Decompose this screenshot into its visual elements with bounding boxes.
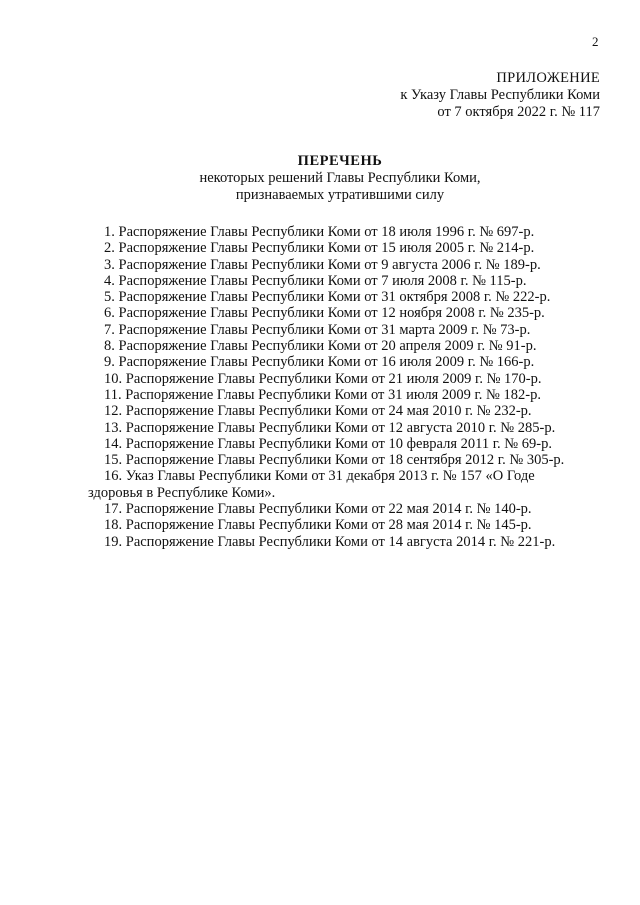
list-item: 4. Распоряжение Главы Республики Коми от 7 июля 2008 г. № 115-р. (104, 272, 527, 289)
appendix-date-line: от 7 октября 2022 г. № 117 (437, 104, 600, 120)
list-item: 5. Распоряжение Главы Республики Коми от 31 октября 2008 г. № 222-р. (104, 289, 551, 306)
document-subtitle-line-2: признаваемых утратившими силу (235, 187, 445, 203)
list-item: 2. Распоряжение Главы Республики Коми от 15 июля 2005 г. № 214-р. (104, 240, 535, 257)
list-item: 17. Распоряжение Главы Республики Коми от 22 мая 2014 г. № 140-р. (104, 501, 532, 518)
list-item: 18. Распоряжение Главы Республики Коми от 28 мая 2014 г. № 145-р. (104, 517, 532, 534)
document-subtitle-line-1: некоторых решений Главы Республики Коми, (199, 170, 481, 186)
list-item: 9. Распоряжение Главы Республики Коми от 16 июля 2009 г. № 166-р. (104, 354, 535, 371)
appendix-heading: ПРИЛОЖЕНИЕ (496, 70, 600, 86)
appendix-decree-line: к Указу Главы Республики Коми (400, 87, 600, 103)
page-number: 2 (592, 34, 599, 49)
list-item: 19. Распоряжение Главы Республики Коми от 14 августа 2014 г. № 221-р. (104, 533, 556, 550)
list-item: 12. Распоряжение Главы Республики Коми от 24 мая 2010 г. № 232-р. (104, 403, 532, 420)
list-item: 10. Распоряжение Главы Республики Коми от 21 июля 2009 г. № 170-р. (104, 370, 542, 387)
appendix-block (400, 70, 600, 121)
list-item: 15. Распоряжение Главы Республики Коми от 18 сентября 2012 г. № 305-р. (104, 452, 565, 469)
list-item-16-line-1: 16. Указ Главы Республики Коми от 31 декабря 2013 г. № 157 «О Годе (104, 468, 535, 485)
document-title: ПЕРЕЧЕНЬ (297, 153, 383, 169)
list-item: 6. Распоряжение Главы Республики Коми от 12 ноября 2008 г. № 235-р. (104, 305, 545, 322)
list-item-16 (88, 468, 590, 501)
list-item-16-line-2: здоровья в Республике Коми». (88, 484, 276, 501)
list-item: 7. Распоряжение Главы Республики Коми от 31 марта 2009 г. № 73-р. (104, 321, 531, 338)
list-item: 8. Распоряжение Главы Республики Коми от 20 апреля 2009 г. № 91-р. (104, 338, 537, 355)
list-item: 13. Распоряжение Главы Республики Коми от 12 августа 2010 г. № 285-р. (104, 419, 556, 436)
decisions-list (88, 224, 590, 550)
list-item: 11. Распоряжение Главы Республики Коми от 31 июля 2009 г. № 182-р. (104, 386, 541, 403)
list-item: 14. Распоряжение Главы Республики Коми от 10 февраля 2011 г. № 69-р. (104, 435, 552, 452)
list-item: 3. Распоряжение Главы Республики Коми от 9 августа 2006 г. № 189-р. (104, 256, 541, 273)
title-block (0, 153, 640, 204)
list-item: 1. Распоряжение Главы Республики Коми от 18 июля 1996 г. № 697-р. (104, 224, 535, 240)
